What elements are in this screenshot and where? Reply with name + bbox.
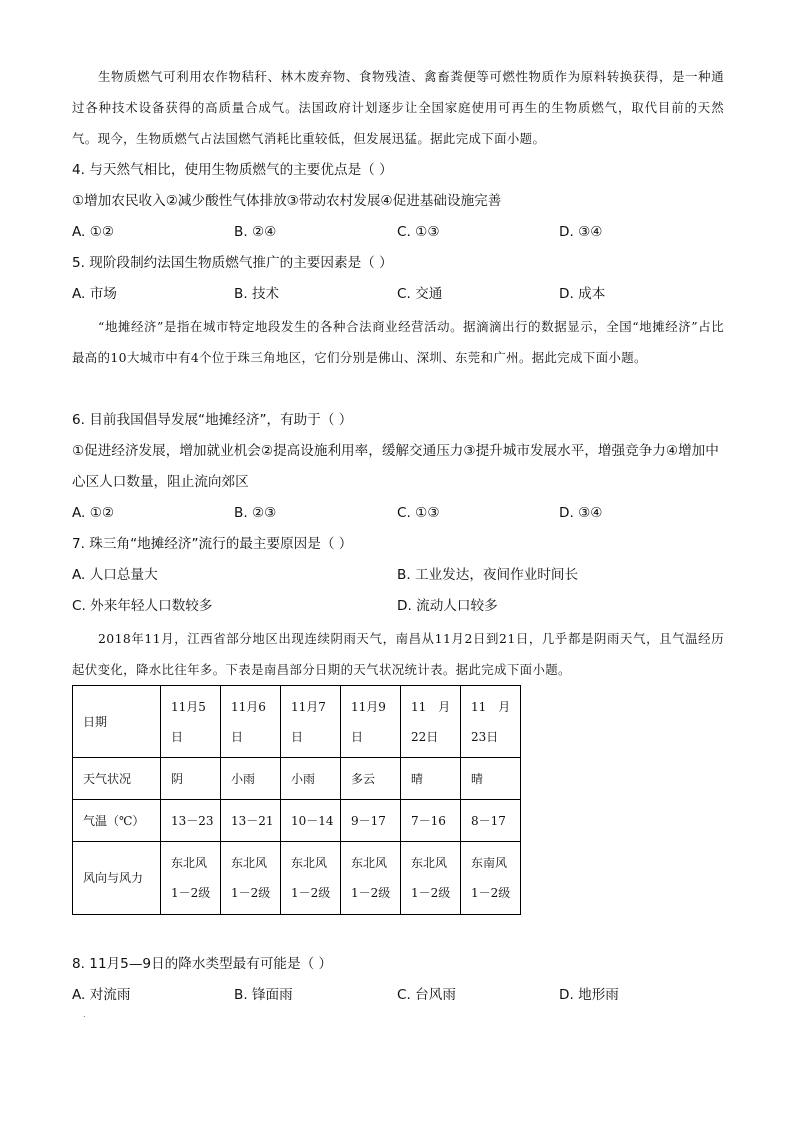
temp-cell: 9－17 — [341, 800, 401, 842]
row-label: 天气状况 — [73, 758, 161, 800]
weather-table — [72, 685, 521, 915]
weather-cell: 晴 — [461, 758, 521, 800]
option-a[interactable]: A. ①② — [72, 224, 115, 240]
option-c[interactable]: C. ①③ — [397, 224, 440, 240]
weather-cell: 晴 — [401, 758, 461, 800]
option-b[interactable]: B. ②④ — [234, 224, 277, 240]
question-6-statements: ①促进经济发展，增加就业机会②提高设施利用率，缓解交通压力③提升城市发展水平，增强竞争力④增加中心区人口数量，阻止流向郊区 — [72, 443, 719, 490]
question-4-statements: ①增加农民收入②减少酸性气体排放③带动农村发展④促进基础设施完善 — [72, 193, 502, 209]
table-row-temperature — [73, 800, 521, 842]
question-4-options — [72, 217, 724, 248]
option-c[interactable]: C. 外来年轻人口数较多 — [72, 598, 213, 614]
option-c[interactable]: C. 交通 — [397, 286, 443, 302]
row-label: 日期 — [73, 686, 161, 758]
table-row-weather — [73, 758, 521, 800]
footer-mark: . — [83, 1010, 86, 1019]
row-label: 风向与风力 — [73, 842, 161, 915]
passage-nanchang-weather: 2018年11月，江西省部分地区出现连续阴雨天气，南昌从11月2日到21日，几乎都是阴雨天气，且气温经历起伏变化，降水比往年多。下表是南昌部分日期的天气状况统计表。据此完成下面小题。 — [72, 631, 724, 677]
table-row-date — [73, 686, 521, 758]
temp-cell: 10－14 — [281, 800, 341, 842]
wind-cell: 东南风 1－2级 — [461, 842, 521, 915]
option-b[interactable]: B. 锋面雨 — [234, 987, 293, 1003]
option-b[interactable]: B. ②③ — [234, 505, 277, 521]
option-b[interactable]: B. 技术 — [234, 286, 280, 302]
temp-cell: 13－23 — [161, 800, 221, 842]
weather-cell: 小雨 — [221, 758, 281, 800]
question-8-options — [72, 980, 724, 1011]
weather-cell: 小雨 — [281, 758, 341, 800]
wind-cell: 东北风 1－2级 — [401, 842, 461, 915]
option-d[interactable]: D. ③④ — [559, 224, 603, 240]
passage-biogas: 生物质燃气可利用农作物秸秆、林木废弃物、食物残渣、禽畜粪便等可燃性物质作为原料转换获得，是一种通过各种技术设备获得的高质量合成气。法国政府计划逐步让全国家庭使用可再生的生物质燃气，取代目前的天然气。现今，生物质燃气占法国燃气消耗比重较低，但发展迅猛。据此完成下面小题。 — [72, 69, 724, 146]
question-4-stem: 4. 与天然气相比，使用生物质燃气的主要优点是（ ） — [72, 162, 393, 178]
temp-cell: 8－17 — [461, 800, 521, 842]
option-a[interactable]: A. ①② — [72, 505, 115, 521]
option-b[interactable]: B. 工业发达，夜间作业时间长 — [397, 567, 579, 583]
wind-cell: 东北风 1－2级 — [221, 842, 281, 915]
wind-cell: 东北风 1－2级 — [161, 842, 221, 915]
question-6-stem: 6. 目前我国倡导发展“地摊经济”，有助于（ ） — [72, 412, 353, 428]
weather-cell: 多云 — [341, 758, 401, 800]
option-d[interactable]: D. 成本 — [559, 286, 606, 302]
question-7-options-row2 — [72, 591, 724, 622]
option-a[interactable]: A. 市场 — [72, 286, 117, 302]
option-d[interactable]: D. 地形雨 — [559, 987, 619, 1003]
date-cell: 11月5 日 — [161, 686, 221, 758]
option-d[interactable]: D. ③④ — [559, 505, 603, 521]
option-c[interactable]: C. ①③ — [397, 505, 440, 521]
question-8-stem: 8. 11月5—9日的降水类型最有可能是（ ） — [72, 956, 333, 972]
wind-cell: 东北风 1－2级 — [281, 842, 341, 915]
question-7-stem: 7. 珠三角“地摊经济”流行的最主要原因是（ ） — [72, 536, 353, 552]
question-6-options — [72, 498, 724, 529]
date-cell: 11 月 23日 — [461, 686, 521, 758]
temp-cell: 7－16 — [401, 800, 461, 842]
wind-cell: 东北风 1－2级 — [341, 842, 401, 915]
option-c[interactable]: C. 台风雨 — [397, 987, 456, 1003]
option-a[interactable]: A. 人口总量大 — [72, 567, 158, 583]
question-5-stem: 5. 现阶段制约法国生物质燃气推广的主要因素是（ ） — [72, 255, 393, 271]
table-row-wind — [73, 842, 521, 915]
date-cell: 11月9 日 — [341, 686, 401, 758]
row-label: 气温（℃） — [73, 800, 161, 842]
question-7-options-row1 — [72, 560, 724, 591]
option-d[interactable]: D. 流动人口较多 — [397, 598, 498, 614]
date-cell: 11月6 日 — [221, 686, 281, 758]
passage-street-stall: “地摊经济”是指在城市特定地段发生的各种合法商业经营活动。据滴滴出行的数据显示，全国“地摊经济”占比最高的10大城市中有4个位于珠三角地区，它们分别是佛山、深圳、东莞和广州。据此完成下面小题。 — [72, 319, 724, 365]
temp-cell: 13－21 — [221, 800, 281, 842]
date-cell: 11月7 日 — [281, 686, 341, 758]
weather-cell: 阴 — [161, 758, 221, 800]
date-cell: 11 月 22日 — [401, 686, 461, 758]
question-5-options — [72, 279, 724, 310]
option-a[interactable]: A. 对流雨 — [72, 987, 131, 1003]
